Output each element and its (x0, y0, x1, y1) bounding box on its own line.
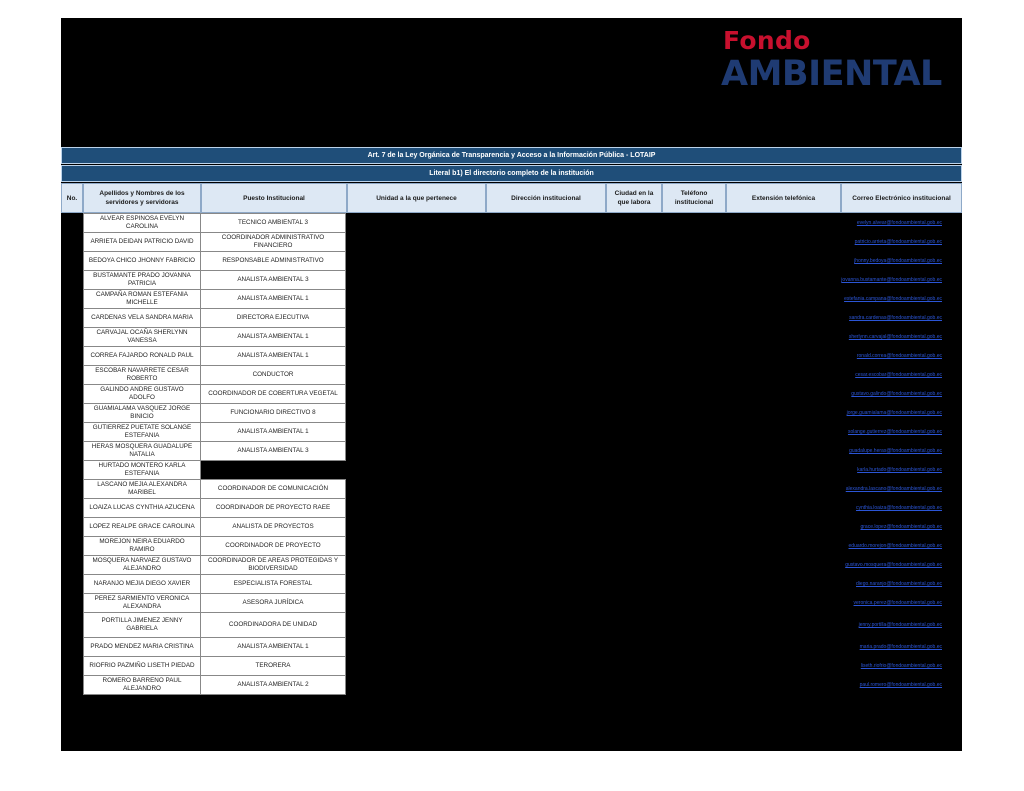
employee-email-link[interactable]: jhonny.bedoya@fondoambiental.gob.ec (854, 258, 942, 264)
employee-position: FUNCIONARIO DIRECTIVO 8 (200, 403, 346, 423)
employee-position: ANALISTA DE PROYECTOS (200, 517, 346, 537)
table-row (83, 384, 962, 403)
document-subtitle: Literal b1) El directorio completo de la institución (61, 165, 962, 182)
employee-name: CARVAJAL OCAÑA SHERLYNN VANESSA (83, 327, 201, 347)
employee-email-link[interactable]: jovanna.bustamante@fondoambiental.gob.ec (841, 277, 942, 283)
employee-name: PRADO MENDEZ MARIA CRISTINA (83, 637, 201, 657)
employee-name: CORREA FAJARDO RONALD PAUL (83, 346, 201, 366)
employee-position: ANALISTA AMBIENTAL 3 (200, 270, 346, 290)
employee-position: ANALISTA AMBIENTAL 1 (200, 637, 346, 657)
employee-email-link[interactable]: eduardo.morejon@fondoambiental.gob.ec (848, 543, 942, 549)
employee-name: GUTIERREZ PUETATE SOLANGE ESTEFANIA (83, 422, 201, 442)
employee-name: CARDENAS VELA SANDRA MARIA (83, 308, 201, 328)
employee-name: MOREJON NEIRA EDUARDO RAMIRO (83, 536, 201, 556)
employee-name: BEDOYA CHICO JHONNY FABRICIO (83, 251, 201, 271)
employee-name: GUAMIALAMA VASQUEZ JORGE BINICIO (83, 403, 201, 423)
employee-email-link[interactable]: cynthia.loaiza@fondoambiental.gob.ec (856, 505, 942, 511)
column-header-no: No. (61, 183, 83, 213)
column-header-unit: Unidad a la que pertenece (347, 183, 486, 213)
employee-name: HERAS MOSQUERA GUADALUPE NATALIA (83, 441, 201, 461)
table-row (83, 232, 962, 251)
fondo-ambiental-logo (721, 26, 951, 96)
table-row (83, 403, 962, 422)
table-row (83, 441, 962, 460)
employee-email-link[interactable]: ronald.correa@fondoambiental.gob.ec (856, 353, 942, 359)
table-row (83, 251, 962, 270)
table-row (83, 612, 962, 637)
column-header-address: Dirección institucional (486, 183, 606, 213)
employee-name: PEREZ SARMIENTO VERONICA ALEXANDRA (83, 593, 201, 613)
employee-name: RIOFRIO PAZMIÑO LISETH PIEDAD (83, 656, 201, 676)
table-row (83, 498, 962, 517)
employee-name: ROMERO BARRENO PAUL ALEJANDRO (83, 675, 201, 695)
employee-name: ALVEAR ESPINOSA EVELYN CAROLINA (83, 213, 201, 233)
employee-name: NARANJO MEJIA DIEGO XAVIER (83, 574, 201, 594)
employee-email-link[interactable]: alexandra.lascano@fondoambiental.gob.ec (845, 486, 942, 492)
logo-line-2: AMBIENTAL (721, 54, 942, 94)
directory-table-body (83, 213, 962, 694)
employee-email-link[interactable]: gustavo.mosquera@fondoambiental.gob.ec (845, 562, 942, 568)
employee-email-link[interactable]: evelyn.alvear@fondoambiental.gob.ec (856, 220, 942, 226)
employee-email-link[interactable]: estefania.campana@fondoambiental.gob.ec (844, 296, 942, 302)
column-header-email: Correo Electrónico institucional (841, 183, 962, 213)
employee-position: ANALISTA AMBIENTAL 1 (200, 346, 346, 366)
table-row (83, 574, 962, 593)
employee-position: ANALISTA AMBIENTAL 1 (200, 289, 346, 309)
employee-position: ANALISTA AMBIENTAL 1 (200, 422, 346, 442)
employee-position: COORDINADORA DE UNIDAD (200, 612, 346, 638)
table-row (83, 479, 962, 498)
employee-position: CONDUCTOR (200, 365, 346, 385)
employee-position: COORDINADOR DE PROYECTO (200, 536, 346, 556)
employee-position: RESPONSABLE ADMINISTRATIVO (200, 251, 346, 271)
employee-email-link[interactable]: liseth.riofrio@fondoambiental.gob.ec (860, 663, 942, 669)
column-header-extension: Extensión telefónica (726, 183, 841, 213)
table-header (61, 183, 962, 213)
employee-email-link[interactable]: maria.prado@fondoambiental.gob.ec (859, 644, 942, 650)
column-header-position: Puesto Institucional (201, 183, 347, 213)
directory-sheet (61, 18, 962, 751)
employee-email-link[interactable]: guadalupe.heras@fondoambiental.gob.ec (849, 448, 942, 454)
employee-email-link[interactable]: sherlynn.carvajal@fondoambiental.gob.ec (848, 334, 942, 340)
employee-name: HURTADO MONTERO KARLA ESTEFANIA (83, 460, 201, 480)
employee-email-link[interactable]: solange.gutierrez@fondoambiental.gob.ec (847, 429, 942, 435)
employee-position: ASESORA JURÍDICA (200, 593, 346, 613)
employee-email-link[interactable]: karla.hurtado@fondoambiental.gob.ec (857, 467, 942, 473)
employee-email-link[interactable]: paul.romero@fondoambiental.gob.ec (859, 682, 942, 688)
table-row (83, 593, 962, 612)
employee-position: COORDINADOR DE COMUNICACIÓN (200, 479, 346, 499)
employee-email-link[interactable]: veronica.perez@fondoambiental.gob.ec (853, 600, 942, 606)
employee-position: DIRECTORA EJECUTIVA (200, 308, 346, 328)
table-row (83, 675, 962, 694)
table-row (83, 517, 962, 536)
employee-email-link[interactable]: cesar.escobar@fondoambiental.gob.ec (855, 372, 942, 378)
employee-position: COORDINADOR DE PROYECTO RAEE (200, 498, 346, 518)
employee-position: COORDINADOR DE COBERTURA VEGETAL (200, 384, 346, 404)
employee-position: ANALISTA AMBIENTAL 1 (200, 327, 346, 347)
employee-name: MOSQUERA NARVAEZ GUSTAVO ALEJANDRO (83, 555, 201, 575)
table-row (83, 656, 962, 675)
employee-name: LOPEZ REALPE GRACE CAROLINA (83, 517, 201, 537)
document-title: Art. 7 de la Ley Orgánica de Transparencia y Acceso a la Información Pública - LOTAIP (61, 147, 962, 164)
employee-name: BUSTAMANTE PRADO JOVANNA PATRICIA (83, 270, 201, 290)
table-row (83, 536, 962, 555)
employee-position: ANALISTA AMBIENTAL 2 (200, 675, 346, 695)
employee-position: TECNICO AMBIENTAL 3 (200, 213, 346, 233)
employee-position: ANALISTA AMBIENTAL 3 (200, 441, 346, 461)
column-header-phone: Teléfono institucional (662, 183, 726, 213)
column-header-city: Ciudad en la que labora (606, 183, 662, 213)
employee-email-link[interactable]: grace.lopez@fondoambiental.gob.ec (860, 524, 942, 530)
employee-name: ARRIETA DEIDAN PATRICIO DAVID (83, 232, 201, 252)
employee-email-link[interactable]: sandra.cardenas@fondoambiental.gob.ec (849, 315, 942, 321)
table-row (83, 270, 962, 289)
table-row (83, 422, 962, 441)
table-row (83, 327, 962, 346)
table-row (83, 637, 962, 656)
employee-name: ESCOBAR NAVARRETE CESAR ROBERTO (83, 365, 201, 385)
column-header-name: Apellidos y Nombres de los servidores y servidoras (83, 183, 201, 213)
employee-email-link[interactable]: jenny.portilla@fondoambiental.gob.ec (858, 622, 942, 628)
table-row (83, 365, 962, 384)
table-row (83, 289, 962, 308)
employee-position: TERORERA (200, 656, 346, 676)
table-row (83, 213, 962, 232)
employee-email-link[interactable]: patricio.arrieta@fondoambiental.gob.ec (854, 239, 942, 245)
employee-name: LOAIZA LUCAS CYNTHIA AZUCENA (83, 498, 201, 518)
employee-name: GALINDO ANDRE GUSTAVO ADOLFO (83, 384, 201, 404)
table-row (83, 346, 962, 365)
employee-email-link[interactable]: diego.naranjo@fondoambiental.gob.ec (856, 581, 942, 587)
employee-name: LASCANO MEJIA ALEXANDRA MARIBEL (83, 479, 201, 499)
employee-email-link[interactable]: gustavo.galindo@fondoambiental.gob.ec (851, 391, 942, 397)
logo-line-1: Fondo (723, 26, 811, 55)
employee-name: PORTILLA JIMENEZ JENNY GABRIELA (83, 612, 201, 638)
employee-position: COORDINADOR ADMINISTRATIVO FINANCIERO (200, 232, 346, 252)
employee-position: ESPECIALISTA FORESTAL (200, 574, 346, 594)
employee-name: CAMPAÑA ROMAN ESTEFANIA MICHELLE (83, 289, 201, 309)
table-row (83, 460, 962, 479)
employee-position: COORDINADOR DE AREAS PROTEGIDAS Y BIODIVERSIDAD (200, 555, 346, 575)
employee-email-link[interactable]: jorge.guamialama@fondoambiental.gob.ec (846, 410, 942, 416)
table-row (83, 555, 962, 574)
table-row (83, 308, 962, 327)
